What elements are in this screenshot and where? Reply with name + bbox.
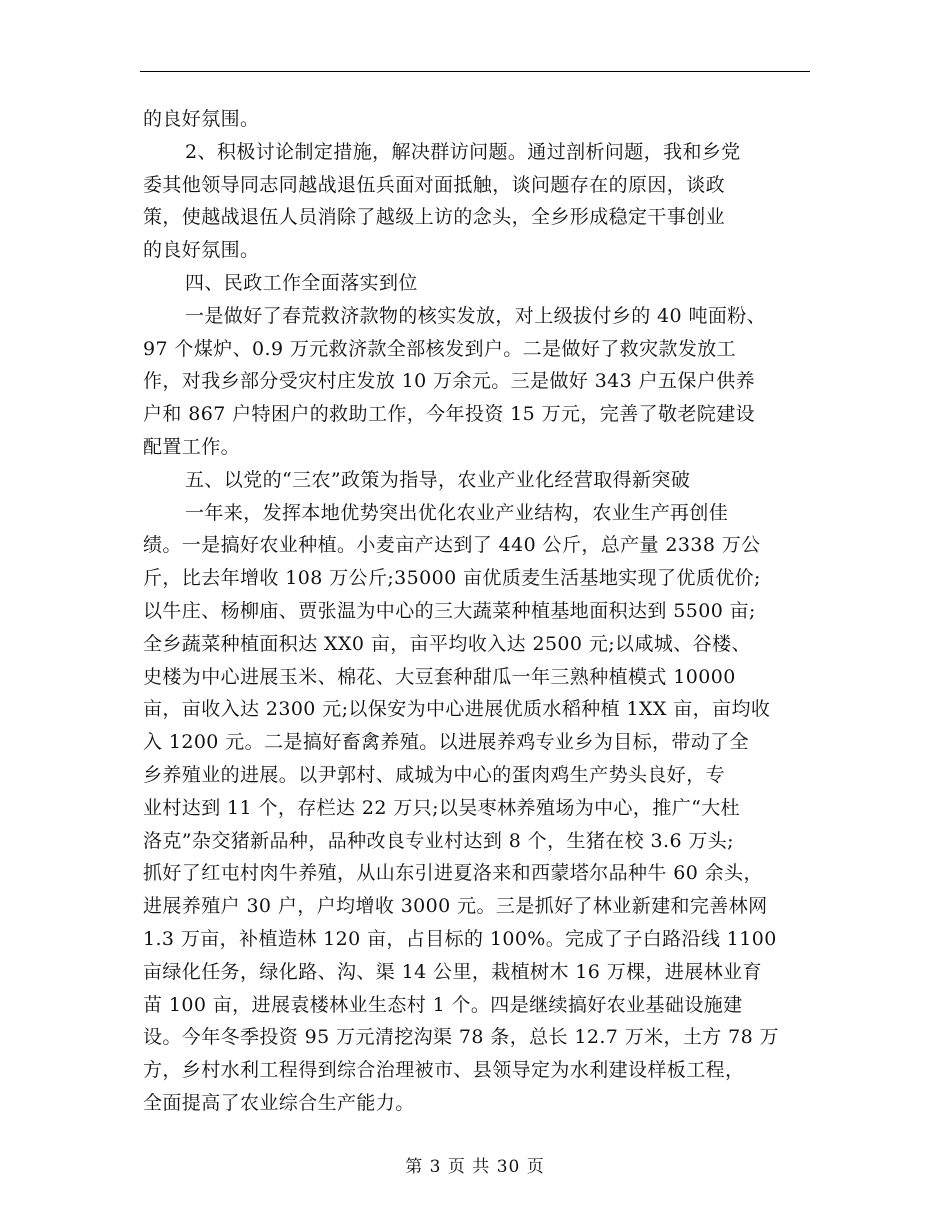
text-line: 全面提高了农业综合生产能力。: [143, 1091, 415, 1114]
text-line: 配置工作。: [143, 435, 241, 458]
text-line: 策，使越战退伍人员消除了越级上访的念头，全乡形成稳定干事创业: [143, 206, 726, 229]
text-line: 洛克”杂交猪新品种，品种改良专业村达到 8 个，生猪在校 3.6 万头;: [143, 829, 734, 852]
text-line: 苗 100 亩，进展袁楼林业生态村 1 个。四是继续搞好农业基础设施建: [143, 993, 743, 1016]
text-line: 一年来，发挥本地优势突出优化农业产业结构，农业生产再创佳: [185, 501, 729, 524]
text-line: 亩绿化任务，绿化路、沟、渠 14 公里，栽植树木 16 万棵，进展林业育: [143, 960, 762, 983]
text-line: 97 个煤炉、0.9 万元救济款全部核发到户。二是做好了救灾款发放工: [143, 337, 737, 360]
header-rule: [140, 71, 810, 72]
text-line: 亩，亩收入达 2300 元;以保安为中心进展优质水稻种植 1XX 亩，亩均收: [143, 698, 771, 721]
text-line: 斤，比去年增收 108 万公斤;35000 亩优质麦生活基地实现了优质优价;: [143, 567, 761, 590]
page-number-footer: 第 3 页 共 30 页: [405, 1157, 545, 1177]
text-line: 业村达到 11 个，存栏达 22 万只;以吴枣林养殖场为中心，推广“大杜: [143, 796, 741, 819]
text-line: 进展养殖户 30 户，户均增收 3000 元。三是抓好了林业新建和完善林网: [143, 895, 768, 918]
text-line: 1.3 万亩，补植造林 120 亩，占目标的 100%。完成了子白路沿线 1100: [143, 927, 777, 950]
text-line: 的良好氛围。: [143, 239, 260, 262]
text-line: 入 1200 元。二是搞好畜禽养殖。以进展养鸡专业乡为目标，带动了全: [143, 731, 750, 754]
text-line: 的良好氛围。: [143, 108, 260, 130]
text-line: 五、以党的“三农”政策为指导，农业产业化经营取得新突破: [185, 468, 691, 491]
text-line: 抓好了红屯村肉牛养殖，从山东引进夏洛来和西蒙塔尔品种牛 60 余头，: [143, 862, 763, 885]
text-line: 2、积极讨论制定措施，解决群访问题。通过剖析问题，我和乡党: [185, 140, 741, 163]
text-line: 委其他领导同志同越战退伍兵面对面抵触，谈问题存在的原因，谈政: [143, 173, 726, 196]
text-line: 户和 867 户特困户的救助工作，今年投资 15 万元，完善了敬老院建设: [143, 403, 756, 426]
text-line: 作，对我乡部分受灾村庄发放 10 万余元。三是做好 343 户五保户供养: [143, 370, 756, 393]
text-line: 乡养殖业的进展。以尹郭村、咸城为中心的蛋肉鸡生产势头良好，专: [143, 763, 726, 786]
document-body: [143, 103, 815, 1120]
text-line: 全乡蔬菜种植面积达 XX0 亩，亩平均收入达 2500 元;以咸城、谷楼、: [143, 632, 751, 655]
text-line: 一是做好了春荒救济款物的核实发放，对上级拔付乡的 40 吨面粉、: [185, 304, 767, 327]
text-line: 四、民政工作全面落实到位: [185, 271, 418, 294]
text-line: 绩。一是搞好农业种植。小麦亩产达到了 440 公斤，总产量 2338 万公: [143, 534, 761, 557]
text-line: 设。今年冬季投资 95 万元清挖沟渠 78 条，总长 12.7 万米，土方 78 万: [143, 1026, 779, 1049]
text-line: 方，乡村水利工程得到综合治理被市、县领导定为水利建设样板工程，: [143, 1059, 745, 1082]
text-line: 史楼为中心进展玉米、棉花、大豆套种甜瓜一年三熟种植模式 10000: [143, 665, 736, 688]
text-line: 以牛庄、杨柳庙、贾张温为中心的三大蔬菜种植基地面积达到 5500 亩;: [143, 599, 756, 622]
